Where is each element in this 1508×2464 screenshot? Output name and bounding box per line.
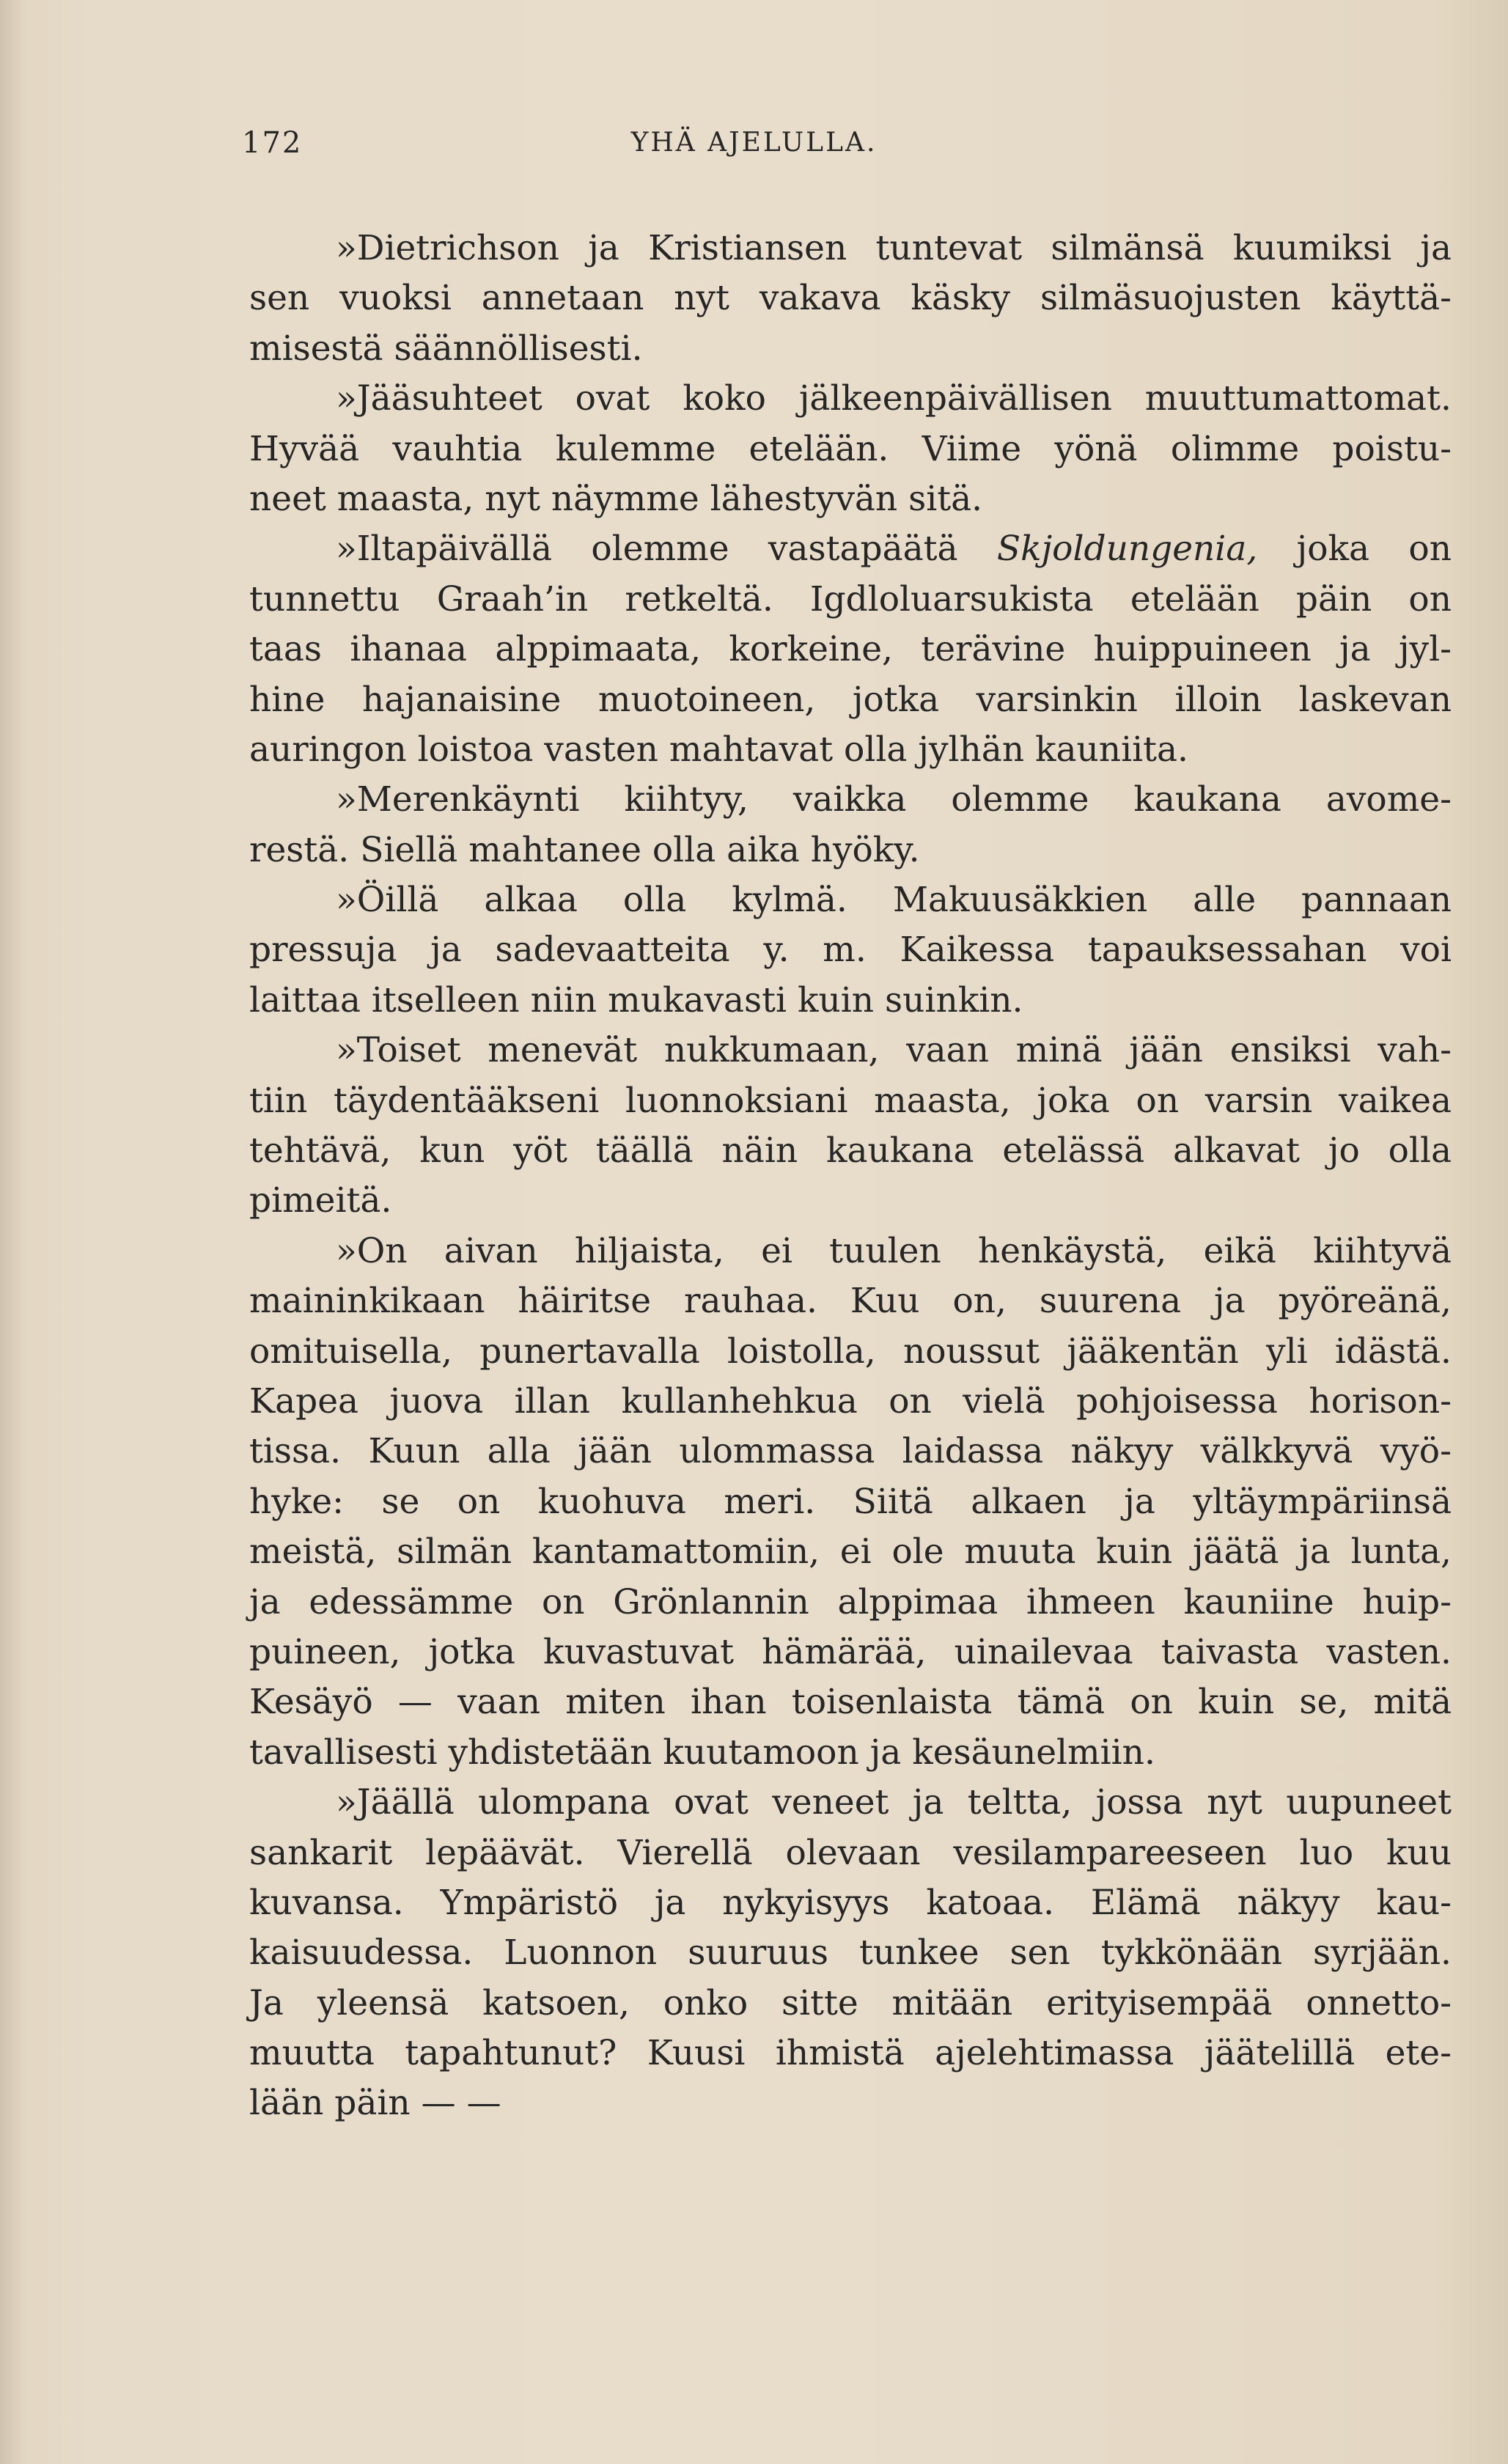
page-edge-shadow: [0, 0, 25, 2464]
text-line: »On aivan hiljaista, ei tuulen henkäystä, eikä kiihtyvä: [336, 1230, 1452, 1271]
text-line: tiin täydentääkseni luonnoksiani maasta, joka on varsin vaikea: [249, 1080, 1452, 1121]
text-line: »Öillä alkaa olla kylmä. Makuusäkkien alle pannaan: [336, 880, 1452, 921]
text-line: kuvansa. Ympäristö ja nykyisyys katoaa. Elämä näkyy kau-: [249, 1882, 1452, 1923]
text-line: »Merenkäynti kiihtyy, vaikka olemme kaukana avome-: [336, 779, 1452, 820]
text-line: maininkikaan häiritse rauhaa. Kuu on, suurena ja pyöreänä,: [249, 1281, 1452, 1322]
text-line: puineen, jotka kuvastuvat hämärää, uinailevaa taivasta vasten.: [249, 1631, 1452, 1672]
emphasized-place-name: Skjoldungenia,: [996, 529, 1258, 570]
text-line: pressuja ja sadevaatteita y. m. Kaikessa tapauksessahan voi: [249, 930, 1452, 971]
text-line: hine hajanaisine muotoineen, jotka varsinkin illoin laskevan: [249, 679, 1452, 720]
text-line: »Dietrichson ja Kristiansen tuntevat silmänsä kuumiksi ja: [336, 228, 1452, 268]
text-line: misestä säännöllisesti.: [249, 328, 643, 369]
text-line: Kesäyö — vaan miten ihan toisenlaista tämä on kuin se, mitä: [249, 1682, 1452, 1723]
text-line: tunnettu Graah’in retkeltä. Igdloluarsukista etelään päin on: [249, 578, 1452, 619]
text-line: lään päin — —: [249, 2083, 501, 2124]
text-line: »Jäällä ulompana ovat veneet ja teltta, jossa nyt uupuneet: [336, 1782, 1452, 1823]
text-line: neet maasta, nyt näymme lähestyvän sitä.: [249, 478, 983, 519]
page-number: 172: [242, 126, 303, 160]
text-line: muutta tapahtunut? Kuusi ihmistä ajelehtimassa jäätelillä ete-: [249, 2033, 1452, 2074]
text-line: »Jääsuhteet ovat koko jälkeenpäivällisen muuttumattomat.: [336, 378, 1452, 419]
text-line: kaisuudessa. Luonnon suuruus tunkee sen tykkönään syrjään.: [249, 1932, 1452, 1974]
text-line: omituisella, punertavalla loistolla, noussut jääkentän yli idästä.: [249, 1331, 1452, 1372]
text-line: tehtävä, kun yöt täällä näin kaukana etelässä alkavat jo olla: [249, 1130, 1452, 1172]
text-line: sen vuoksi annetaan nyt vakava käsky silmäsuojusten käyttä-: [249, 278, 1452, 319]
text-line: laittaa itselleen niin mukavasti kuin suinkin.: [249, 979, 1023, 1020]
text-line-with-emphasis: [249, 524, 1452, 574]
text-line: tissa. Kuun alla jään ulommassa laidassa näkyy välkkyvä vyö-: [249, 1431, 1452, 1472]
text-segment: joka on: [1296, 529, 1452, 570]
text-line: Ja yleensä katsoen, onko sitte mitään erityisempää onnetto-: [249, 1982, 1452, 2023]
text-line: pimeitä.: [249, 1180, 392, 1221]
text-line: Kapea juova illan kullanhehkua on vielä pohjoisessa horison-: [249, 1380, 1452, 1422]
text-line: sankarit lepäävät. Vierellä olevaan vesilampareeseen luo kuu: [249, 1832, 1452, 1873]
text-segment: »Iltapäivällä olemme vastapäätä: [336, 529, 958, 570]
page-header: [0, 126, 1508, 177]
text-line: Hyvää vauhtia kulemme etelään. Viime yönä olimme poistu-: [249, 428, 1452, 469]
text-line: tavallisesti yhdistetään kuutamoon ja kesäunelmiin.: [249, 1732, 1155, 1773]
body-text: [249, 224, 1452, 2129]
text-line: meistä, silmän kantamattomiin, ei ole muuta kuin jäätä ja lunta,: [249, 1531, 1452, 1573]
text-line: »Toiset menevät nukkumaan, vaan minä jään ensiksi vah-: [336, 1030, 1452, 1071]
text-line: ja edessämme on Grönlannin alppimaa ihmeen kauniine huip-: [249, 1581, 1452, 1622]
running-title: YHÄ AJELULLA.: [630, 128, 878, 158]
text-line: restä. Siellä mahtanee olla aika hyöky.: [249, 829, 920, 870]
text-line: taas ihanaa alppimaata, korkeine, terävine huippuineen ja jyl-: [249, 629, 1452, 670]
text-line: auringon loistoa vasten mahtavat olla jylhän kauniita.: [249, 729, 1188, 770]
text-line: hyke: se on kuohuva meri. Siitä alkaen ja yltäympäriinsä: [249, 1481, 1452, 1522]
